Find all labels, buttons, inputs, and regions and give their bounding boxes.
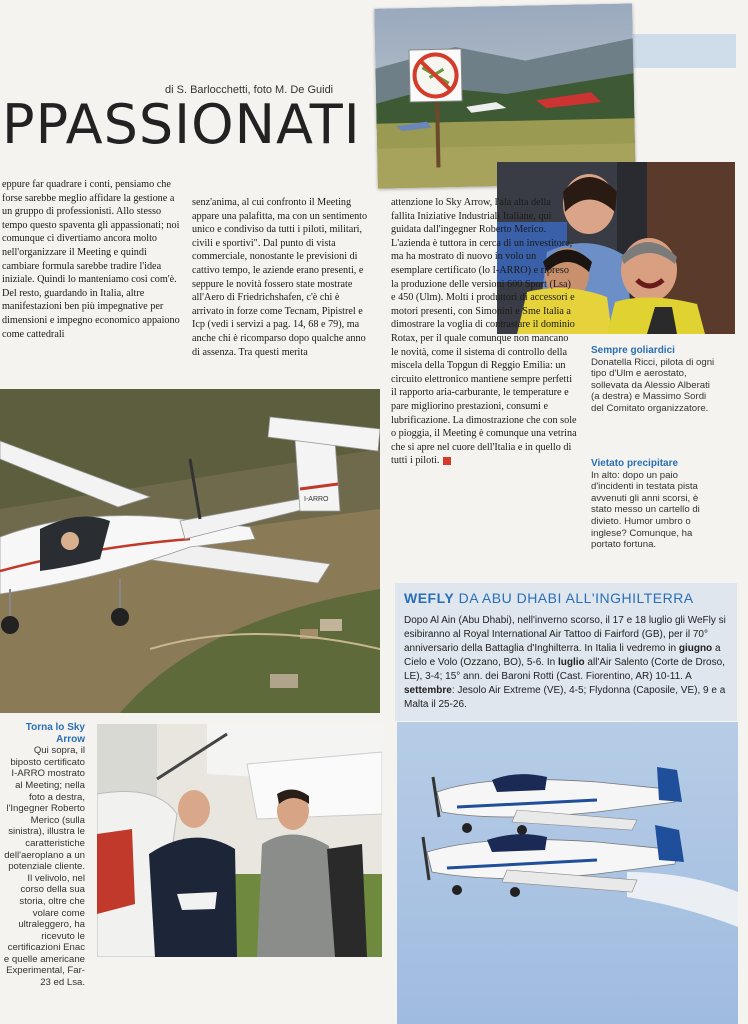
headline: PPASSIONATI (2, 93, 361, 156)
body-column-3-text: attenzione lo Sky Arrow, l'ala alta della fallita Iniziative Industriali Italiane, qui guidata dall'ingegner Roberto Merico. L'azienda è tuttora in cerca di un investitore, ma ha mostrato di nuovo in volo un esemplare certificato (lo I-ARRO) e ripreso la produzione delle versioni 600 Sport (Lsa) e 450 (Ulm). Molti i produttori di accessori e motori presenti, con Simonini e Sme Italia a dimostrare la voglia di contrastare il dominio Rotax, per il quale comunque non mancano le novità, come il sistema di controllo della miscela della Topgun di Reggio Emilia: un circuito elettronico mantiene sempre perfetti il rapporto aria-carburante, le temperature e pare migliorino prestazioni, consumi e lubrificazione. La dimostrazione che con sole o pioggia, il Meeting è comunque una vetrina che si apre nel cuore dell'Italia e in quello di tutti i piloti. (391, 197, 577, 467)
wefly-month-june: giugno (678, 643, 713, 654)
wefly-text-3: all'Air Salento (Corte de Droso, LE), 3-4; 15° ann. dei Baroni Rotti (Cast. Fiorentino, AR) 10-11. A (404, 657, 725, 682)
wefly-text-1: Dopo Al Ain (Abu Dhabi), nell'inverno scorso, il 17 e 18 luglio gli WeFly si esibiranno al Royal International Air Tattoo di Fairford (GB), per il 70° anniversario della Battaglia d'Inghilterra. In Italia li vedremo in (404, 615, 726, 654)
body-column-1: eppure far quadrare i conti, pensiamo che forse sarebbe meglio affidare la gestione a un gruppo di professionisti. Allo stesso tempo questo spaventa gli appassionati; noi comunque ci divertiamo ancora molto nell'organizzare il Meeting e quindi cambiare formula sarebbe tradire l'idea iniziale. Quindi lo manteniamo così com'è. Del resto, guardando in Italia, altre manifestazioni ben più impegnative per dimensioni e impegno economico appaiono come cattedrali (2, 179, 180, 340)
wefly-text-4: : Jesolo Air Extreme (VE), 4-5; Flydonna (Caposile, VE), 9 e a Malta il 25-26. (404, 685, 726, 710)
plane-registration: I-ARRO (304, 496, 329, 503)
byline: di S. Barlocchetti, foto M. De Guidi (165, 84, 334, 96)
wefly-text-2: a Cielo e Volo (Ozzano, BO), 5-6. In (404, 643, 721, 668)
wefly-title-rest: DA ABU DHABI ALL'INGHILTERRA (454, 590, 694, 606)
wefly-month-september: settembre (404, 685, 452, 696)
page-tab-decoration (628, 34, 736, 68)
caption-vietato (591, 458, 715, 551)
body-column-2: senz'anima, al cui confronto il Meeting appare una palafitta, ma con un sentimento unico e condiviso da tutti i piloti, militari, civili e sportivi". Dal punto di vista commerciale, nonostante le previsioni di cattivo tempo, le aziende erano presenti, e seppure le novità fossero state mostrate all'Aero di Friedrichshafen, c'è chi è arrivato in forze come Tecnam, Pipistrel e Icp (vedi i servizi a pag. 14, 68 e 79), ma anche chi è ricomparso dopo qualche anno di assenza. Tra questi merita (192, 197, 368, 358)
caption-sky-arrow (3, 722, 85, 989)
photo-sky-arrow-flight (0, 389, 380, 713)
caption-title: Sempre goliardici (591, 345, 675, 356)
caption-title: Vietato precipitare (591, 458, 679, 469)
photo-warning-sign (374, 3, 636, 188)
photo-merico-client (97, 724, 382, 957)
wefly-title (404, 590, 694, 606)
end-mark-icon (443, 457, 451, 465)
photo-wefly-formation (397, 722, 738, 1024)
caption-title: Torna lo Sky Arrow (25, 722, 85, 745)
caption-goliardici (591, 345, 715, 415)
wefly-brand: WEFLY (404, 590, 455, 606)
wefly-month-july: luglio (557, 657, 585, 668)
body-column-3 (391, 196, 577, 468)
wefly-body (404, 614, 732, 712)
caption-text: In alto: dopo un paio d'incidenti in testata pista avvenuti gli anni scorsi, è stato messo un cartello di divieto. Humor umbro o inglese? Comunque, ha portato fortuna. (591, 469, 700, 551)
caption-text: Donatella Ricci, pilota di ogni tipo d'Ulm e aerostato, sollevata da Alessio Alberati (a destra) e Massimo Sordi del Comitato organizzatore. (591, 356, 715, 414)
caption-text: Qui sopra, il biposto certificato I-ARRO mostrato al Meeting; nella foto a destra, l'Ingegner Roberto Merico (sulla sinistra), illustra le caratteristiche dell'aeroplano a un potenziale cliente. Il velivolo, nel corso della sua storia, oltre che volare come ultraleggero, ha ricevuto le certificazioni Enac e quelle americane Experimental, Far-23 ed Lsa. (3, 745, 85, 989)
